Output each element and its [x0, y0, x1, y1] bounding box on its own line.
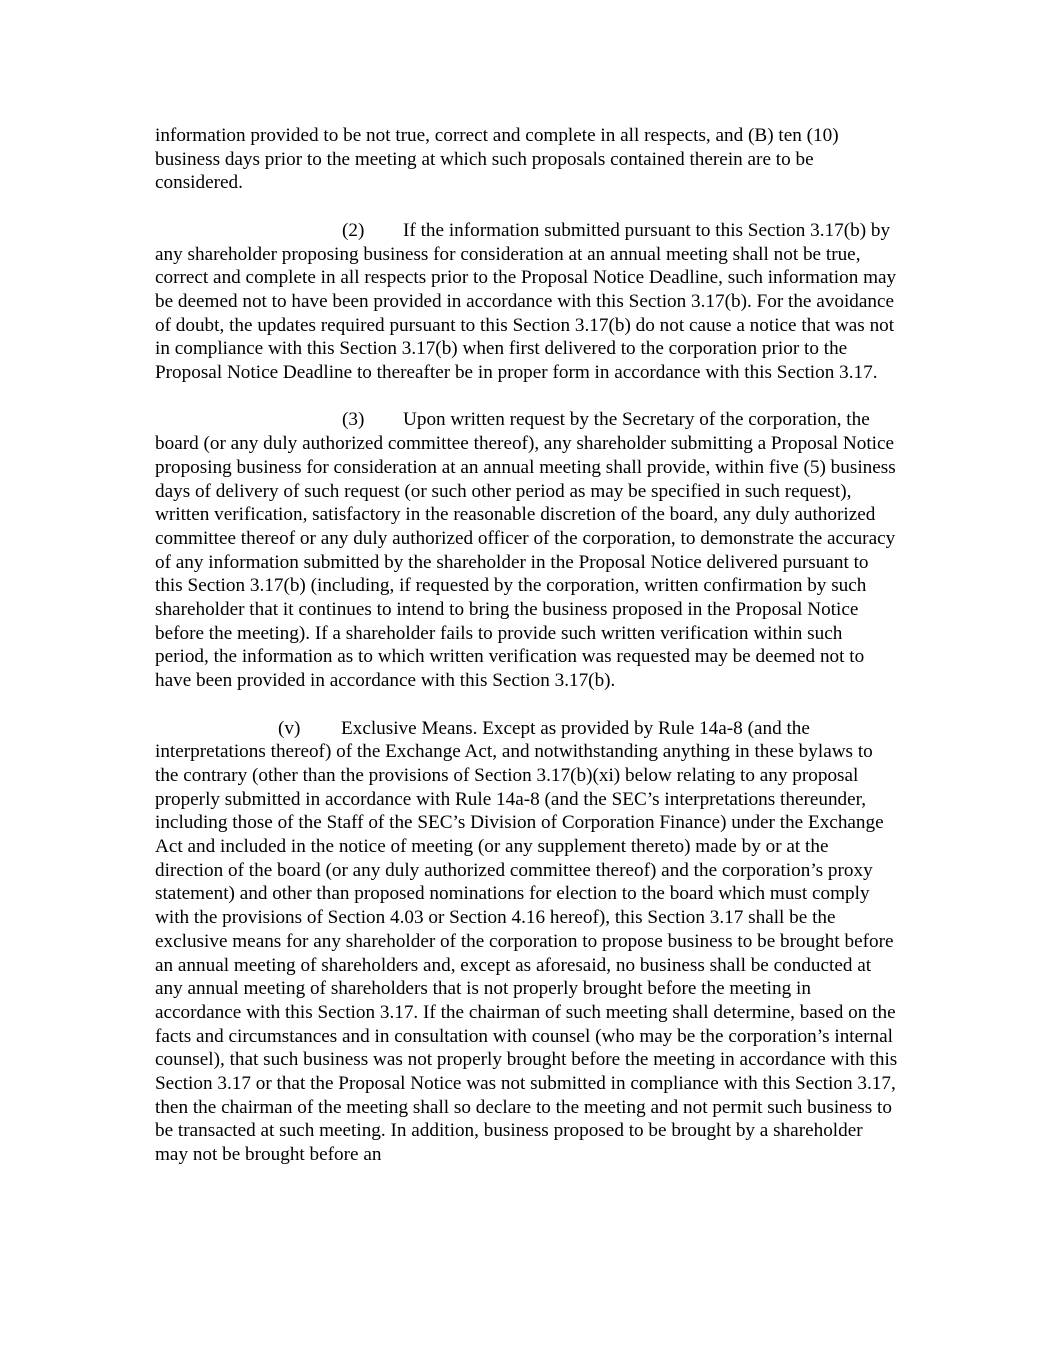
paragraph-text: Exclusive Means. Except as provided by Rule 14a-8 (and the interpretations thereof) of the Exchange Act, and notwithstanding anything in these bylaws to the contrary (other than the provisions of Section 3.17(b)(xi) below relating to any proposal properly submitted in accordance with Rule 14a-8 (and the SEC’s interpretations thereunder, including those of the Staff of the SEC’s Division of Corporation Finance) under the Exchange Act and included in the notice of meeting (or any supplement thereto) made by or at the direction of the board (or any duly authorized committee thereof) and the corporation’s proxy statement) and other than proposed nominations for election to the board which must comply with the provisions of Section 4.03 or Section 4.16 hereof), this Section 3.17 shall be the exclusive means for any shareholder of the corporation to propose business to be brought before an annual meeting of shareholders and, except as aforesaid, no business shall be conducted at any annual meeting of shareholders that is not properly brought before the meeting in accordance with this Section 3.17. If the chairman of such meeting shall determine, based on the facts and circumstances and in consultation with counsel (who may be the corporation’s internal counsel), that such business was not properly brought before the meeting in accordance with this Section 3.17 or that the Proposal Notice was not submitted in compliance with this Section 3.17, then the chairman of the meeting shall so declare to the meeting and not permit such business to be transacted at such meeting. In addition, business proposed to be brought by a shareholder may not be brought before an — [155, 717, 898, 1166]
document-page — [155, 124, 900, 1191]
paragraph-item-v-exclusive-means — [155, 717, 900, 1167]
item-marker: (v) — [278, 717, 301, 739]
paragraph-text: Upon written request by the Secretary of the corporation, the board (or any duly authorized committee thereof), any shareholder submitting a Proposal Notice proposing business for consideration at an annual meeting shall provide, within five (5) business days of delivery of such request (or such other period as may be specified in such request), written verification, satisfactory in the reasonable discretion of the board, any duly authorized committee thereof or any duly authorized officer of the corporation, to demonstrate the accuracy of any information submitted by the shareholder in the Proposal Notice delivered pursuant to this Section 3.17(b) (including, if requested by the corporation, written confirmation by such shareholder that it continues to intend to bring the business proposed in the Proposal Notice before the meeting). If a shareholder fails to provide such written verification within such period, the information as to which written verification was requested may be deemed not to have been provided in accordance with this Section 3.17(b). — [155, 409, 896, 692]
paragraph-item-3 — [155, 408, 900, 692]
paragraph-continuation — [155, 124, 900, 195]
paragraph-text: information provided to be not true, correct and complete in all respects, and (B) ten (10) business days prior to the meeting at which such proposals contained therein are to be considered. — [155, 125, 839, 194]
item-marker: (3) — [342, 409, 365, 431]
item-marker: (2) — [342, 219, 365, 241]
paragraph-text: If the information submitted pursuant to this Section 3.17(b) by any shareholder proposing business for consideration at an annual meeting shall not be true, correct and complete in all respects prior to the Proposal Notice Deadline, such information may be deemed not to have been provided in accordance with this Section 3.17(b). For the avoidance of doubt, the updates required pursuant to this Section 3.17(b) do not cause a notice that was not in compliance with this Section 3.17(b) when first delivered to the corporation prior to the Proposal Notice Deadline to thereafter be in proper form in accordance with this Section 3.17. — [155, 219, 897, 384]
paragraph-item-2 — [155, 219, 900, 385]
